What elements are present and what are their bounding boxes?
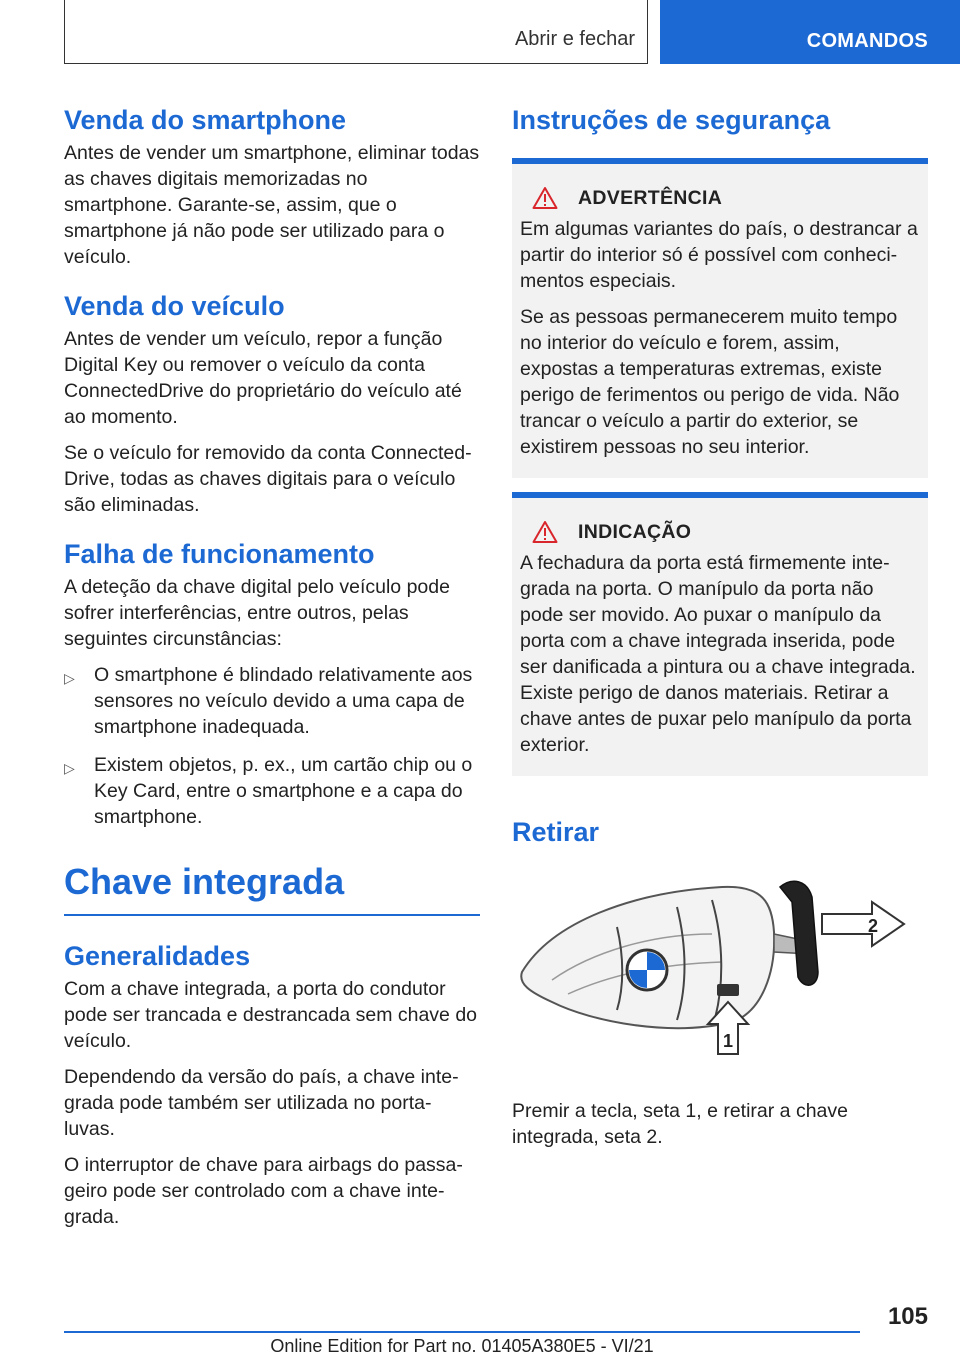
section-venda-smartphone (64, 104, 480, 270)
integrated-key-icon (780, 881, 818, 985)
section-chave-integrada (64, 860, 480, 1230)
heading-venda-veiculo: Venda do veículo (64, 291, 285, 321)
section-retirar (512, 816, 928, 1150)
notice-label: INDICAÇÃO (578, 520, 692, 543)
heading-retirar: Retirar (512, 817, 600, 847)
key-removal-illustration (512, 862, 928, 1062)
heading-generalidades: Generalidades (64, 941, 251, 971)
warning-label: ADVERTÊNCIA (578, 186, 723, 209)
left-column (64, 104, 480, 1240)
heading-falha-funcionamento: Falha de funcionamento (64, 539, 375, 569)
paragraph: Se as pessoas permanecerem muito tempo no interior do veículo e forem, assim, expostas a temperaturas extremas, existe perigo de ferimentos ou perigo de vida. Não trancar o veículo a partir do exterior, se existirem pessoas no seu interior. (520, 306, 900, 458)
header-section-box (64, 0, 648, 64)
footer-edition-text: Online Edition for Part no. 01405A380E5 - VI/21 (270, 1336, 654, 1356)
header-chapter-title: COMANDOS (806, 30, 928, 52)
right-column (512, 104, 928, 1160)
paragraph: Com a chave integrada, a porta do condutor pode ser trancada e destrancada sem chave do veículo. (64, 978, 478, 1052)
bullet-triangle-icon: ▷ (64, 760, 75, 776)
section-venda-veiculo (64, 290, 480, 518)
paragraph: A deteção da chave digital pelo veículo pode sofrer interferências, entre outros, pelas seguintes circunstâncias: (64, 576, 450, 650)
paragraph: Dependendo da versão do país, a chave integrada pode também ser utilizada no porta-luvas. (64, 1066, 459, 1140)
arrow-1-label: 1 (723, 1031, 734, 1051)
arrow-right-icon (822, 902, 904, 946)
heading-divider (64, 914, 480, 916)
list-item-text: Existem objetos, p. ex., um cartão chip ou o Key Card, entre o smartphone e a capa do smartphone. (94, 754, 473, 828)
header-chapter-tab (660, 0, 960, 64)
paragraph: Antes de vender um smartphone, eliminar todas as chaves digitais memorizadas no smartphone. Garante-se, assim, que o smartphone já não pode ser utilizado para o veículo. (64, 142, 480, 268)
paragraph: Em algumas variantes do país, o destrancar a partir do interior só é possível com conhecimentos especiais. (520, 218, 918, 292)
list-item (64, 662, 480, 740)
notice-triangle-icon (532, 520, 558, 544)
list-item-text: O smartphone é blindado relativamente aos sensores no veículo devido a uma capa de smartphone inadequada. (94, 664, 473, 738)
footer-divider (64, 1331, 860, 1333)
page-number: 105 (887, 1303, 928, 1330)
warning-box (512, 158, 928, 478)
release-button (717, 984, 739, 996)
paragraph: Se o veículo for removido da conta ConnectedDrive, todas as chaves digitais para o veículo são eliminadas. (64, 442, 472, 516)
notice-box (512, 492, 928, 776)
header-section-title: Abrir e fechar (514, 28, 635, 50)
heading-chave-integrada: Chave integrada (64, 861, 345, 902)
heading-venda-smartphone: Venda do smartphone (64, 105, 347, 135)
list-item (64, 752, 480, 830)
warning-triangle-icon (532, 186, 558, 210)
paragraph: O interruptor de chave para airbags do passageiro pode ser controlado com a chave integrada. (64, 1154, 463, 1228)
paragraph: A fechadura da porta está firmemente integrada na porta. O manípulo da porta não pode ser movido. Ao puxar o manípulo da porta com a chave integrada inserida, pode ser danificada a pintura ou a chave integrada. Existe perigo de danos materiais. Retirar a chave antes de puxar pelo manípulo da porta exterior. (520, 552, 916, 756)
bullet-triangle-icon: ▷ (64, 670, 75, 686)
heading-instrucoes-seguranca: Instruções de segurança (512, 105, 831, 135)
illustration-caption: Premir a tecla, seta 1, e retirar a chave integrada, seta 2. (512, 1100, 848, 1148)
section-falha-funcionamento (64, 538, 480, 830)
arrow-2-label: 2 (868, 916, 879, 936)
paragraph: Antes de vender um veículo, repor a função Digital Key ou remover o veículo da conta ConnectedDrive do proprietário do veículo até ao momento. (64, 328, 462, 428)
